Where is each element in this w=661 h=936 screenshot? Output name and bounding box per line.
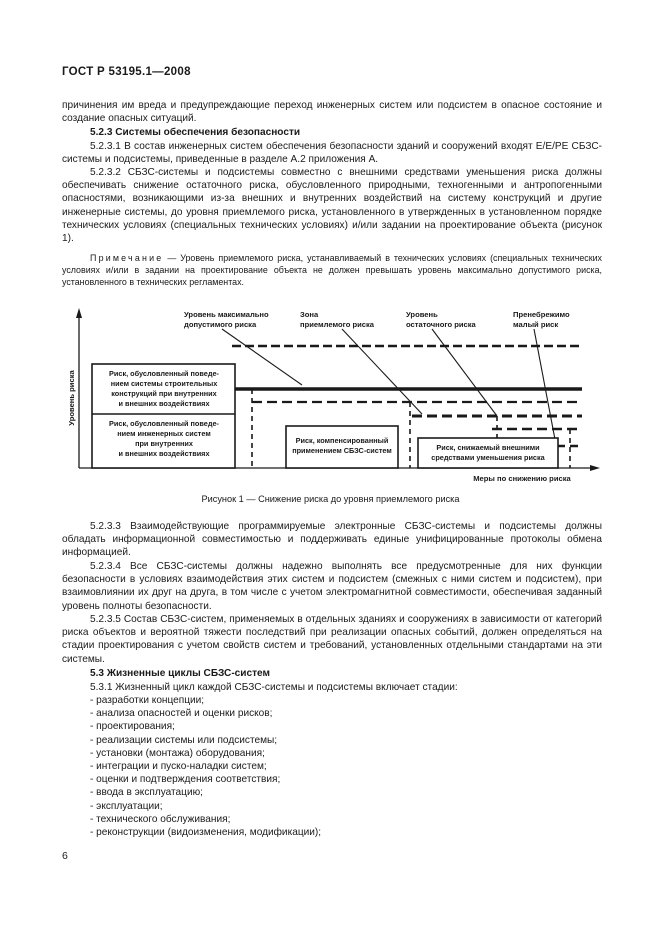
box2-l1: Риск, обусловленный поведе- xyxy=(109,419,219,428)
risk-reduction-figure xyxy=(62,298,607,488)
list-item: - оценки и подтверждения соответствия; xyxy=(90,774,281,786)
list-item: - анализа опасностей и оценки рисков; xyxy=(90,708,273,720)
section-heading-5-2-3: 5.2.3 Системы обеспечения безопасности xyxy=(90,127,301,138)
paragraph-continuation: причинения им вреда и предупреждающие переход инженерных систем или подсистем в опасное состояние и создание опасных ситуаций. xyxy=(62,100,602,125)
box2-l3: при внутренних xyxy=(135,439,193,448)
note-text: — Уровень приемлемого риска, устанавливаемый в технических условиях (специальных технических условиях и/или в задании на проектирование объекта не должен превышать уровень максимально допустимого риска, установленного в технических регламентах. xyxy=(62,253,602,287)
box3-l1: Риск, компенсированный xyxy=(295,436,389,445)
list-item: - установки (монтажа) оборудования; xyxy=(90,747,265,759)
note-label: Примечание xyxy=(90,253,164,263)
list-item: - проектирования; xyxy=(90,721,175,733)
list-item: - интеграции и пуско-наладки систем; xyxy=(90,761,267,773)
box3-l2: применением СБЗС-систем xyxy=(292,446,392,455)
label-acceptable-zone-l1: Зона xyxy=(300,310,319,319)
label-acceptable-zone-l2: приемлемого риска xyxy=(300,320,375,329)
box1-l4: и внешних воздействиях xyxy=(118,399,210,408)
document-header: ГОСТ Р 53195.1—2008 xyxy=(62,66,191,78)
box2-l4: и внешних воздействиях xyxy=(118,449,210,458)
page-number: 6 xyxy=(62,850,68,862)
figure-caption: Рисунок 1 — Снижение риска до уровня приемлемого риска xyxy=(201,494,460,504)
box1-l2: нием системы строительных xyxy=(110,379,218,388)
list-item: - технического обслуживания; xyxy=(90,813,231,825)
paragraph-5-2-3-3: 5.2.3.3 Взаимодействующие программируемые электронные СБЗС-системы и подсистемы должны обладать информационной совместимостью и поддерживать единые унифицированные протоколы обмена информацией. xyxy=(62,521,602,559)
list-item: - эксплуатации; xyxy=(90,800,163,812)
section-heading-5-3: 5.3 Жизненные циклы СБЗС-систем xyxy=(90,668,271,679)
y-axis-arrow xyxy=(76,308,82,318)
paragraph-5-2-3-4: 5.2.3.4 Все СБЗС-системы должны надежно выполнять все предусмотренные для них функции безопасности в условиях взаимодействия этих систем и подсистем (смежных с ними систем и подсистем), при взаимовлиянии их друг на друга, в том числе с учетом электромагнитной совместимости, обеспечивая заданный уровень полноты безопасности. xyxy=(62,561,602,612)
paragraph-5-2-3-5: 5.2.3.5 Состав СБЗС-систем, применяемых в отдельных зданиях и сооружениях в зависимости от категорий риска объектов и вероятной тяжести последствий при реализации опасных событий, должен определяться на стадии проектирования с учетом свойств систем и требований, установленных отдельными стандартами на эти системы. xyxy=(62,614,602,665)
paragraph-5-3-1: 5.3.1 Жизненный цикл каждой СБЗС-системы и подсистемы включает стадии: xyxy=(90,682,458,693)
box1-l3: конструкций при внутренних xyxy=(111,389,217,398)
list-item: - реализации системы или подсистемы; xyxy=(90,734,278,746)
x-axis-label: Меры по снижению риска xyxy=(473,474,571,483)
list-item: - ввода в эксплуатацию; xyxy=(90,787,203,799)
label-residual-l1: Уровень xyxy=(406,310,438,319)
label-negligible-l2: малый риск xyxy=(513,320,559,329)
box1-l1: Риск, обусловленный поведе- xyxy=(109,369,219,378)
label-residual-l2: остаточного риска xyxy=(406,320,476,329)
paragraph-5-2-3-1: 5.2.3.1 В состав инженерных систем обеспечения безопасности зданий и сооружений входят Е/Е/РЕ СБЗС-системы и подсистемы, приведенные в разделе А.2 приложения А. xyxy=(62,141,602,166)
note xyxy=(62,252,602,288)
paragraph-5-2-3-2: 5.2.3.2 СБЗС-системы и подсистемы совместно с внешними средствами уменьшения риска должны обеспечивать снижение остаточного риска, обусловленного природными, техногенными и антропогенными опасностями, возникающими из-за внешних и внутренних воздействий на систему конструкций и другие инженерные системы, до уровня приемлемого риска, установленного в утвержденных в установленном порядке технических условиях (специальных технических условиях) и/или задании на проектирование объекта (рисунок 1). xyxy=(62,167,602,245)
list-item: - реконструкции (видоизменения, модификации); xyxy=(90,827,322,839)
stages-list xyxy=(62,694,602,839)
label-max-risk-l1: Уровень максимально xyxy=(184,310,269,319)
y-axis-label: Уровень риска xyxy=(67,370,76,426)
box4-l2: средствами уменьшения риска xyxy=(431,453,545,462)
box2-l2: нием инженерных систем xyxy=(117,429,211,438)
label-max-risk-l2: допустимого риска xyxy=(184,320,257,329)
x-axis-arrow xyxy=(590,465,600,471)
list-item: - разработки концепции; xyxy=(90,695,205,706)
box4-l1: Риск, снижаемый внешними xyxy=(436,443,540,452)
label-negligible-l1: Пренебрежимо xyxy=(513,310,570,319)
